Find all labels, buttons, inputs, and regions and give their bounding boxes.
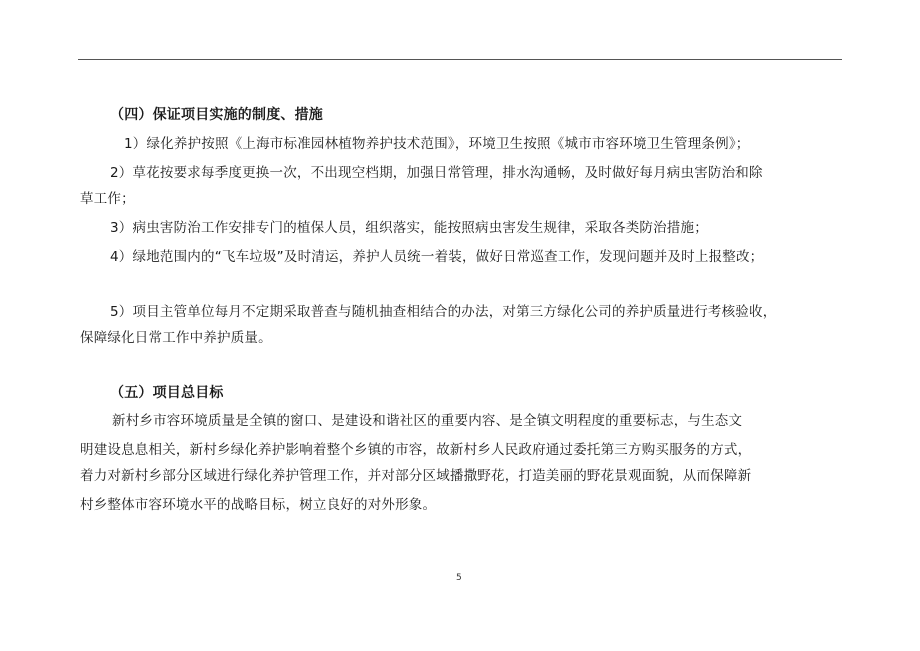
page-number: 5 <box>456 573 462 583</box>
section4-item-2-cont: 草工作； <box>80 191 135 207</box>
section5-line-4: 村乡整体市容环境水平的战略目标，树立良好的对外形象。 <box>80 497 437 513</box>
section5-heading: （五）项目总目标 <box>110 385 224 401</box>
section4-heading: （四）保证项目实施的制度、措施 <box>110 107 323 123</box>
section4-item-3: 3）病虫害防治工作安排专门的植保人员，组织落实，能按照病虫害发生规律，采取各类防治措施； <box>110 220 708 236</box>
header-rule <box>78 59 842 60</box>
section5-line-2: 明建设息息相关，新村乡绿化养护影响着整个乡镇的市容，故新村乡人民政府通过委托第三方购买服务的方式， <box>80 442 752 458</box>
section4-item-1: 1）绿化养护按照《上海市标准园林植物养护技术范围》，环境卫生按照《城市市容环境卫生管理条例》； <box>124 136 750 152</box>
section4-item-5-cont: 保障绿化日常工作中养护质量。 <box>80 330 272 346</box>
section5-line-1: 新村乡市容环境质量是全镇的窗口、是建设和谐社区的重要内容、是全镇文明程度的重要标志，与生态文 <box>112 413 743 429</box>
section4-item-5: 5）项目主管单位每月不定期采取普查与随机抽查相结合的办法，对第三方绿化公司的养护质量进行考核验收， <box>110 304 777 320</box>
section4-item-4: 4）绿地范围内的“飞车垃圾”及时清运，养护人员统一着装，做好日常巡查工作，发现问题并及时上报整改； <box>110 249 764 265</box>
section5-line-3: 着力对新村乡部分区域进行绿化养护管理工作，并对部分区域播撒野花，打造美丽的野花景观面貌，从而保障新 <box>80 468 752 484</box>
section4-item-2: 2）草花按要求每季度更换一次，不出现空档期，加强日常管理，排水沟通畅，及时做好每月病虫害防治和除 <box>110 165 763 181</box>
